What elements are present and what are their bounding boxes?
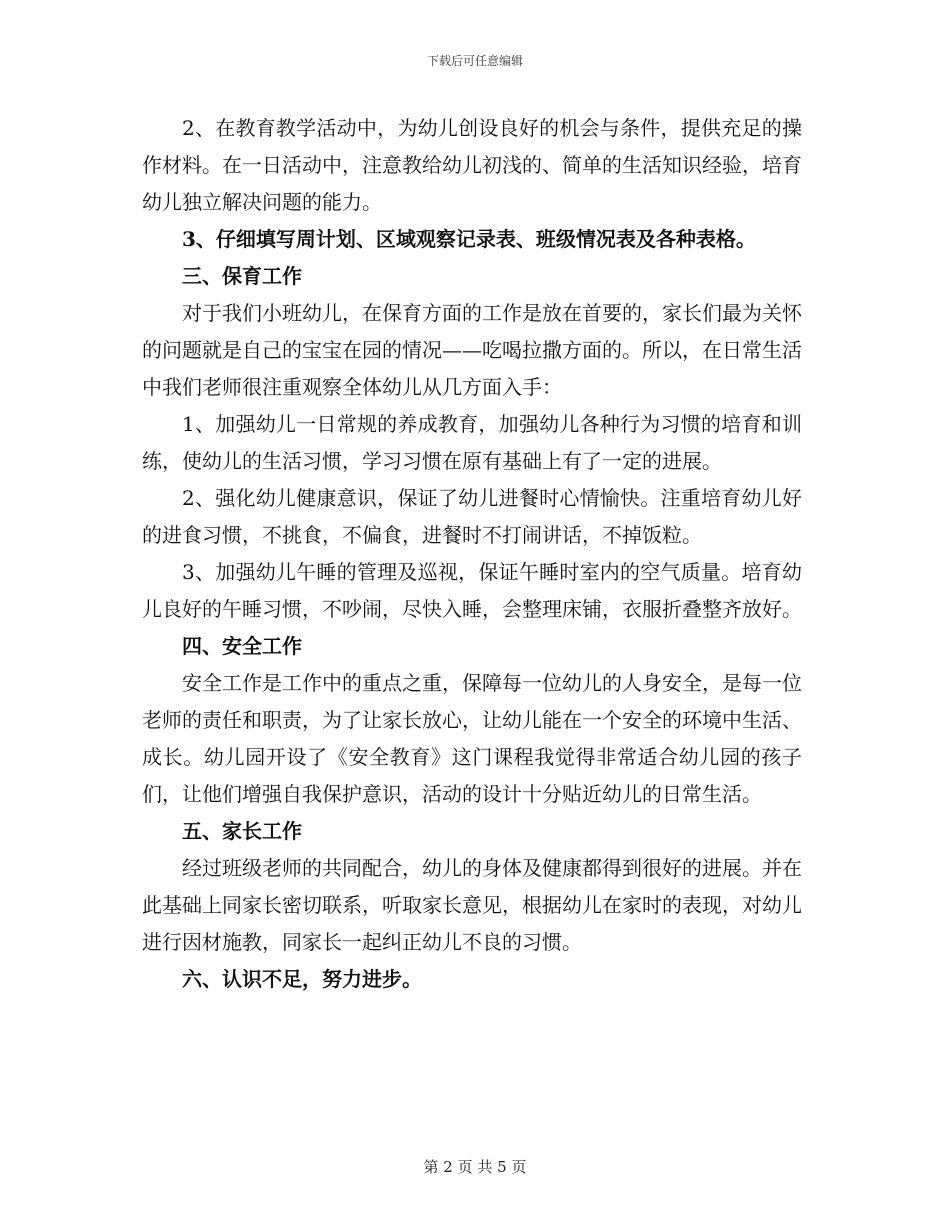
paragraph-activity-materials: 2、在教育教学活动中，为幼儿创设良好的机会与条件，提供充足的操作材料。在一日活动中，注意教给幼儿初浅的、简单的生活知识经验，培育幼儿独立解决问题的能力。 xyxy=(142,116,802,214)
paragraph-parents: 经过班级老师的共同配合，幼儿的身体及健康都得到很好的进展。并在此基础上同家长密切联系，听取家长意见，根据幼儿在家时的表现，对幼儿进行因材施教，同家长一起纠正幼儿不良的习惯。 xyxy=(142,856,802,954)
paragraph-safety: 安全工作是工作中的重点之重，保障每一位幼儿的人身安全，是每一位老师的责任和职责，为了让家长放心，让幼儿能在一个安全的环境中生活、成长。幼儿园开设了《安全教育》这门课程我觉得非常适合幼儿园的孩子们，让他们增强自我保护意识，活动的设计十分贴近幼儿的日常生活。 xyxy=(142,671,802,806)
paragraph-health-eating: 2、强化幼儿健康意识，保证了幼儿进餐时心情愉快。注重培育幼儿好的进食习惯，不挑食，不偏食，进餐时不打闹讲话，不掉饭粒。 xyxy=(142,486,802,547)
section-heading-parents: 五、家长工作 xyxy=(182,819,302,843)
paragraph-childcare-intro: 对于我们小班幼儿，在保育方面的工作是放在首要的，家长们最为关怀的问题就是自己的宝宝在园的情况——吃喝拉撒方面的。所以，在日常生活中我们老师很注重观察全体幼儿从几方面入手： xyxy=(142,301,802,399)
paragraph-routine-habits: 1、加强幼儿一日常规的养成教育，加强幼儿各种行为习惯的培育和训练，使幼儿的生活习惯，学习习惯在原有基础上有了一定的进展。 xyxy=(142,412,802,473)
section-heading-shortcomings: 六、认识不足，努力进步。 xyxy=(182,967,422,991)
section-heading-safety: 四、安全工作 xyxy=(182,634,302,658)
page-number: 第 2 页 共 5 页 xyxy=(423,1158,527,1176)
paragraph-nap: 3、加强幼儿午睡的管理及巡视，保证午睡时室内的空气质量。培育幼儿良好的午睡习惯，不吵闹，尽快入睡，会整理床铺，衣服折叠整齐放好。 xyxy=(142,560,802,621)
section-heading-childcare: 三、保育工作 xyxy=(182,264,302,288)
page-header: 下载后可任意编辑 xyxy=(426,54,523,68)
paragraph-forms: 3、仔细填写周计划、区域观察记录表、班级情况表及各种表格。 xyxy=(182,227,756,251)
document-body xyxy=(142,110,802,998)
